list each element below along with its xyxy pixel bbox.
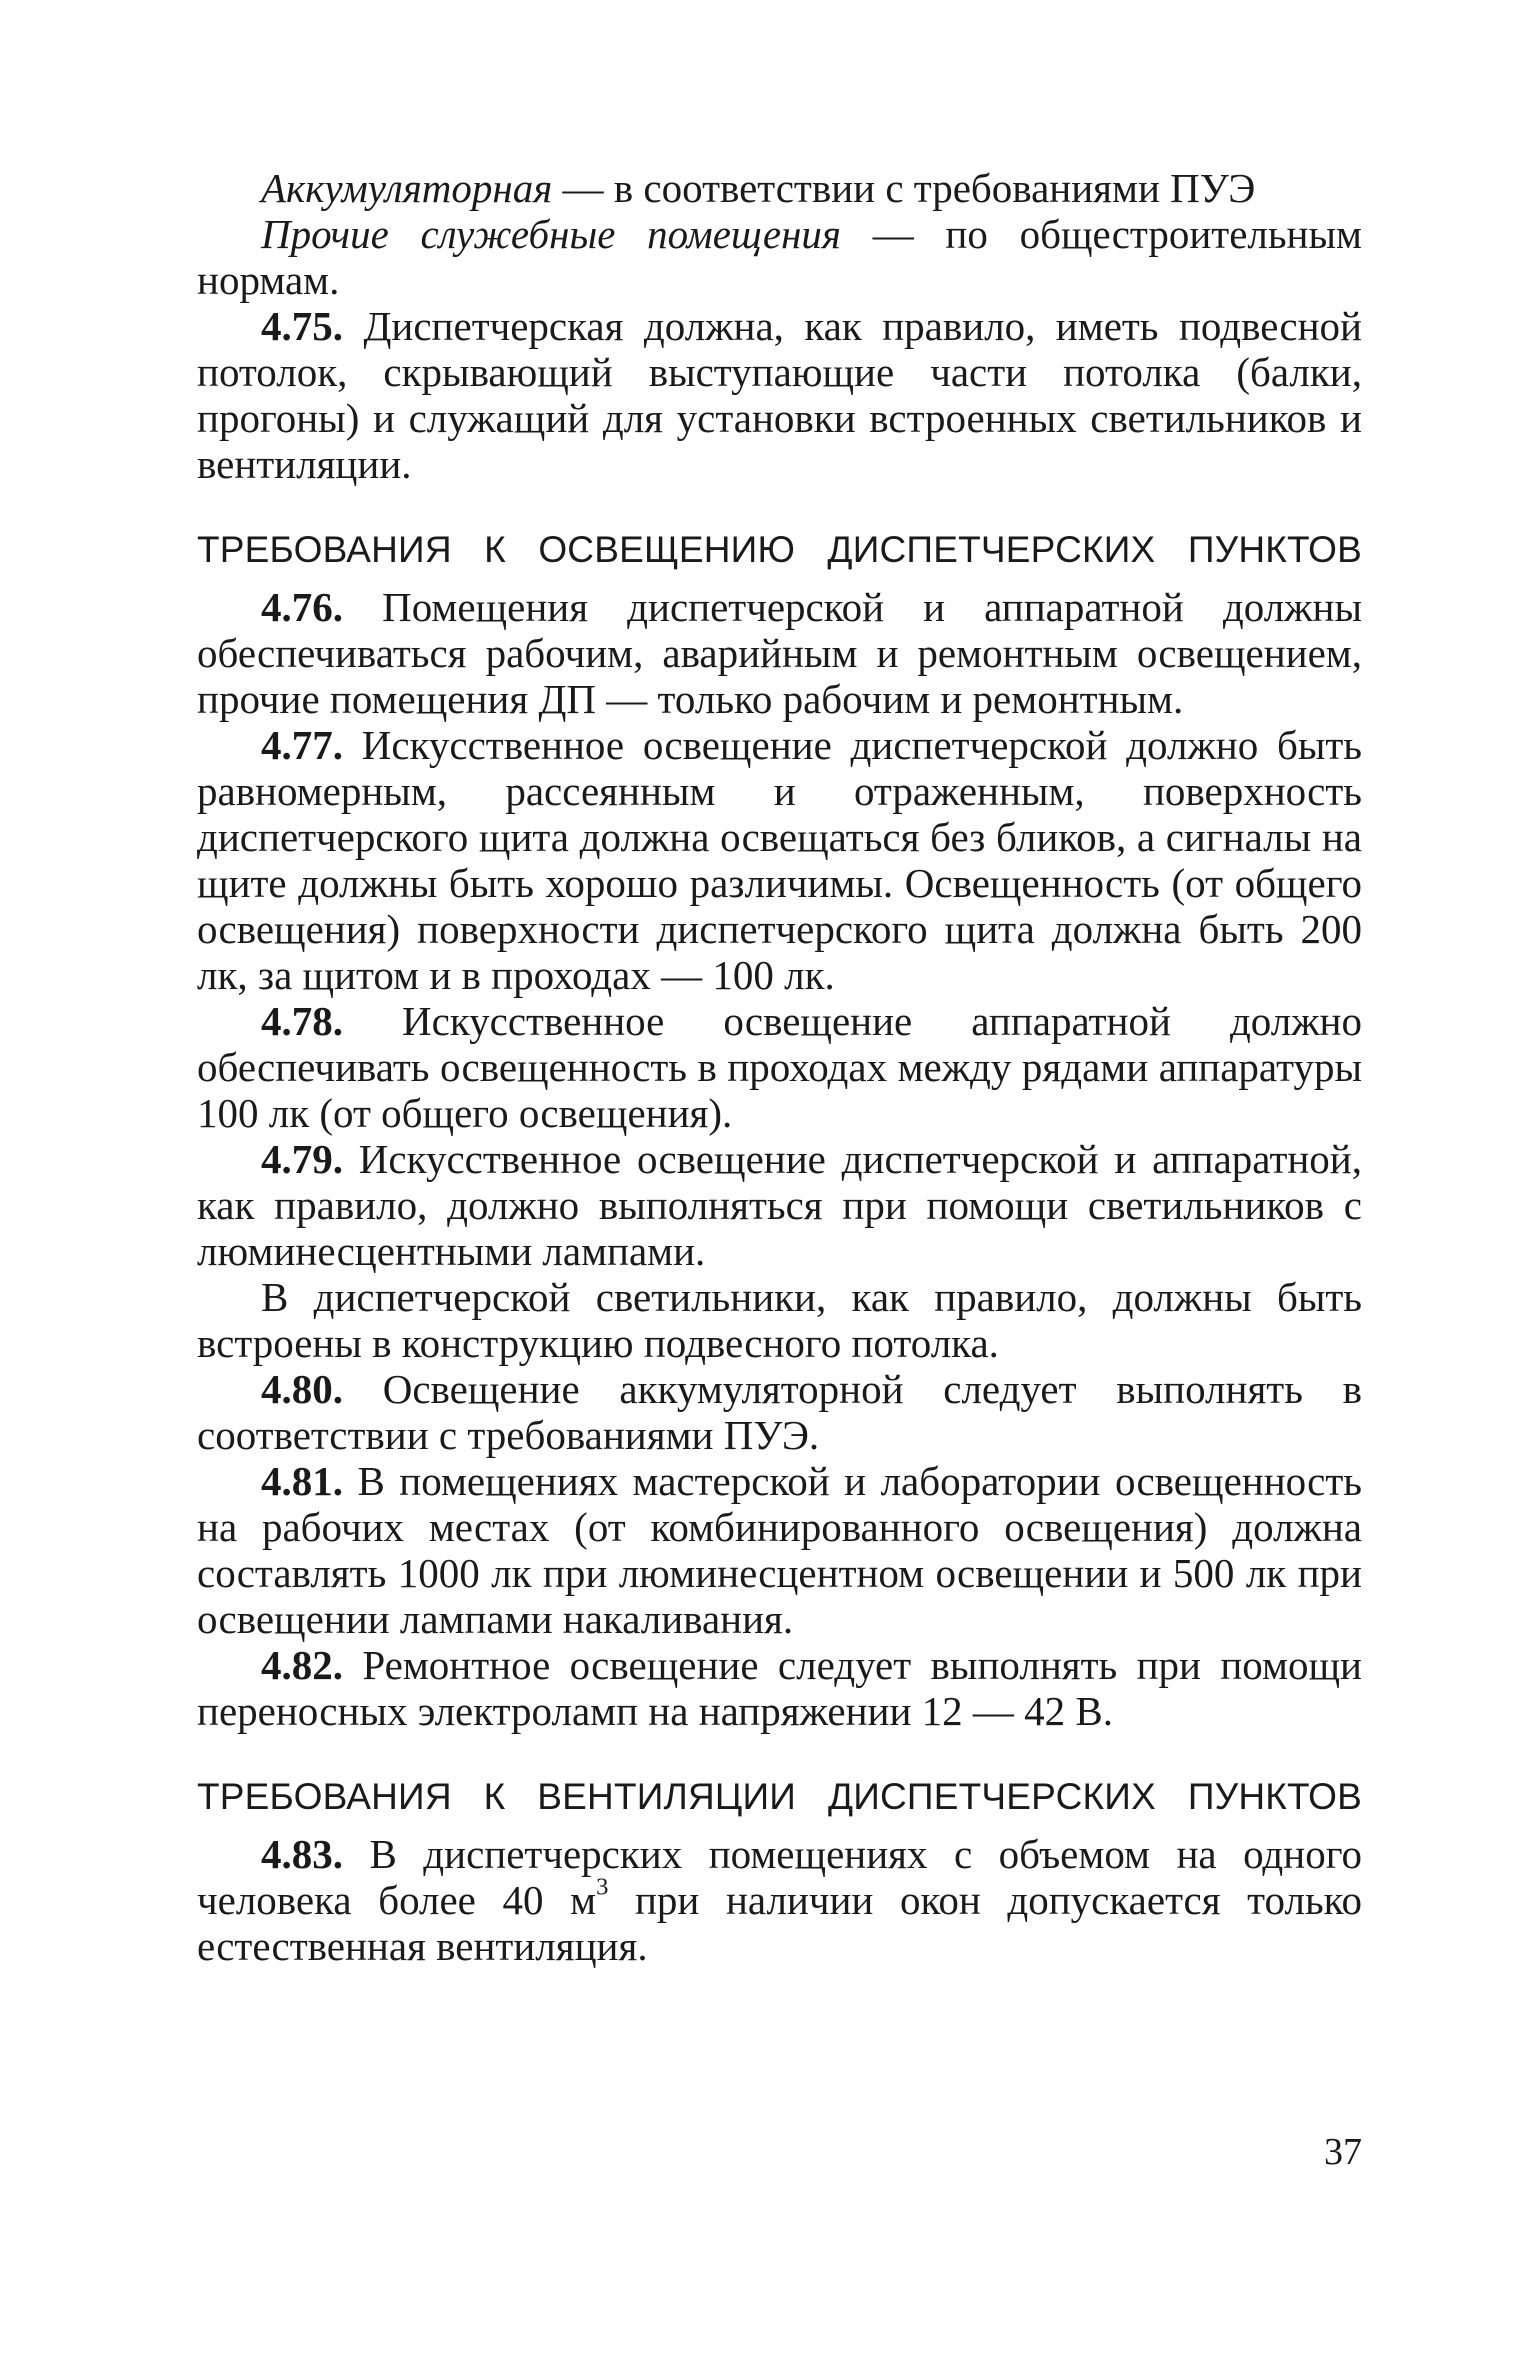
paragraph xyxy=(197,584,1362,722)
paragraph-lead-term: Прочие служебные помещения xyxy=(261,211,841,257)
paragraph-text: при наличии окон допускается только естественная вентиляция. xyxy=(197,1877,1362,1969)
paragraph-text: Искусственное освещение диспетчерской должно быть равномерным, рассеянным и отраженным, поверхность диспетчерского щита должна освещаться без бликов, а сигналы на щите должны быть хорошо различимы. Освещенность (от общего освещения) поверхности диспетчерского щита должна быть 200 лк, за щитом и в проходах — 100 лк. xyxy=(197,722,1362,998)
paragraph-text: В помещениях мастерской и лаборатории освещенность на рабочих местах (от комбинированного освещения) должна составлять 1000 лк при люминесцентном освещении и 500 лк при освещении лампами накаливания. xyxy=(197,1458,1362,1642)
clause-number: 4.79. xyxy=(261,1136,343,1182)
paragraph-text: — по общестроительным нормам. xyxy=(197,211,1362,303)
paragraph xyxy=(197,1366,1362,1458)
section-heading: ТРЕБОВАНИЯ К ВЕНТИЛЯЦИИ ДИСПЕТЧЕРСКИХ ПУНКТОВ xyxy=(197,1776,1362,1817)
paragraph-lead-term: Аккумуляторная xyxy=(261,165,553,211)
paragraph xyxy=(197,1136,1362,1274)
page-number: 37 xyxy=(1324,2131,1362,2173)
paragraph-text: Ремонтное освещение следует выполнять при помощи переносных электроламп на напряжении 12 — 42 В. xyxy=(197,1642,1362,1734)
paragraph xyxy=(197,303,1362,487)
paragraph-text: — в соответствии с требованиями ПУЭ xyxy=(552,165,1256,211)
paragraph xyxy=(197,1642,1362,1734)
paragraph-text: В диспетчерской светильники, как правило, должны быть встроены в конструкцию подвесного потолка. xyxy=(197,1274,1362,1366)
paragraph xyxy=(197,211,1362,303)
document-page xyxy=(197,165,1362,1969)
paragraph xyxy=(197,1458,1362,1642)
section-heading: ТРЕБОВАНИЯ К ОСВЕЩЕНИЮ ДИСПЕТЧЕРСКИХ ПУНКТОВ xyxy=(197,529,1362,570)
paragraph-text: В диспетчерских помещениях с объемом на одного человека более 40 м xyxy=(197,1831,1362,1923)
clause-number: 4.81. xyxy=(261,1458,343,1504)
paragraph-text: Помещения диспетчерской и аппаратной должны обеспечиваться рабочим, аварийным и ремонтным освещением, прочие помещения ДП — только рабочим и ремонтным. xyxy=(197,584,1362,722)
paragraph xyxy=(197,722,1362,998)
document-body xyxy=(197,165,1362,1969)
clause-number: 4.76. xyxy=(261,584,343,630)
clause-number: 4.78. xyxy=(261,998,343,1044)
paragraph-text: Освещение аккумуляторной следует выполнять в соответствии с требованиями ПУЭ. xyxy=(197,1366,1362,1458)
paragraph xyxy=(197,1274,1362,1366)
clause-number: 4.75. xyxy=(261,303,343,349)
superscript: 3 xyxy=(596,1873,609,1901)
paragraph xyxy=(197,1831,1362,1969)
paragraph xyxy=(197,165,1362,211)
clause-number: 4.83. xyxy=(261,1831,343,1877)
paragraph-text: Искусственное освещение аппаратной должно обеспечивать освещенность в проходах между рядами аппаратуры 100 лк (от общего освещения). xyxy=(197,998,1362,1136)
paragraph xyxy=(197,998,1362,1136)
clause-number: 4.80. xyxy=(261,1366,343,1412)
paragraph-text: Диспетчерская должна, как правило, иметь подвесной потолок, скрывающий выступающие части потолка (балки, прогоны) и служащий для установки встроенных светильников и вентиляции. xyxy=(197,303,1362,487)
paragraph-text: Искусственное освещение диспетчерской и аппаратной, как правило, должно выполняться при помощи светильников с люминесцентными лампами. xyxy=(197,1136,1362,1274)
clause-number: 4.82. xyxy=(261,1642,343,1688)
clause-number: 4.77. xyxy=(261,722,343,768)
